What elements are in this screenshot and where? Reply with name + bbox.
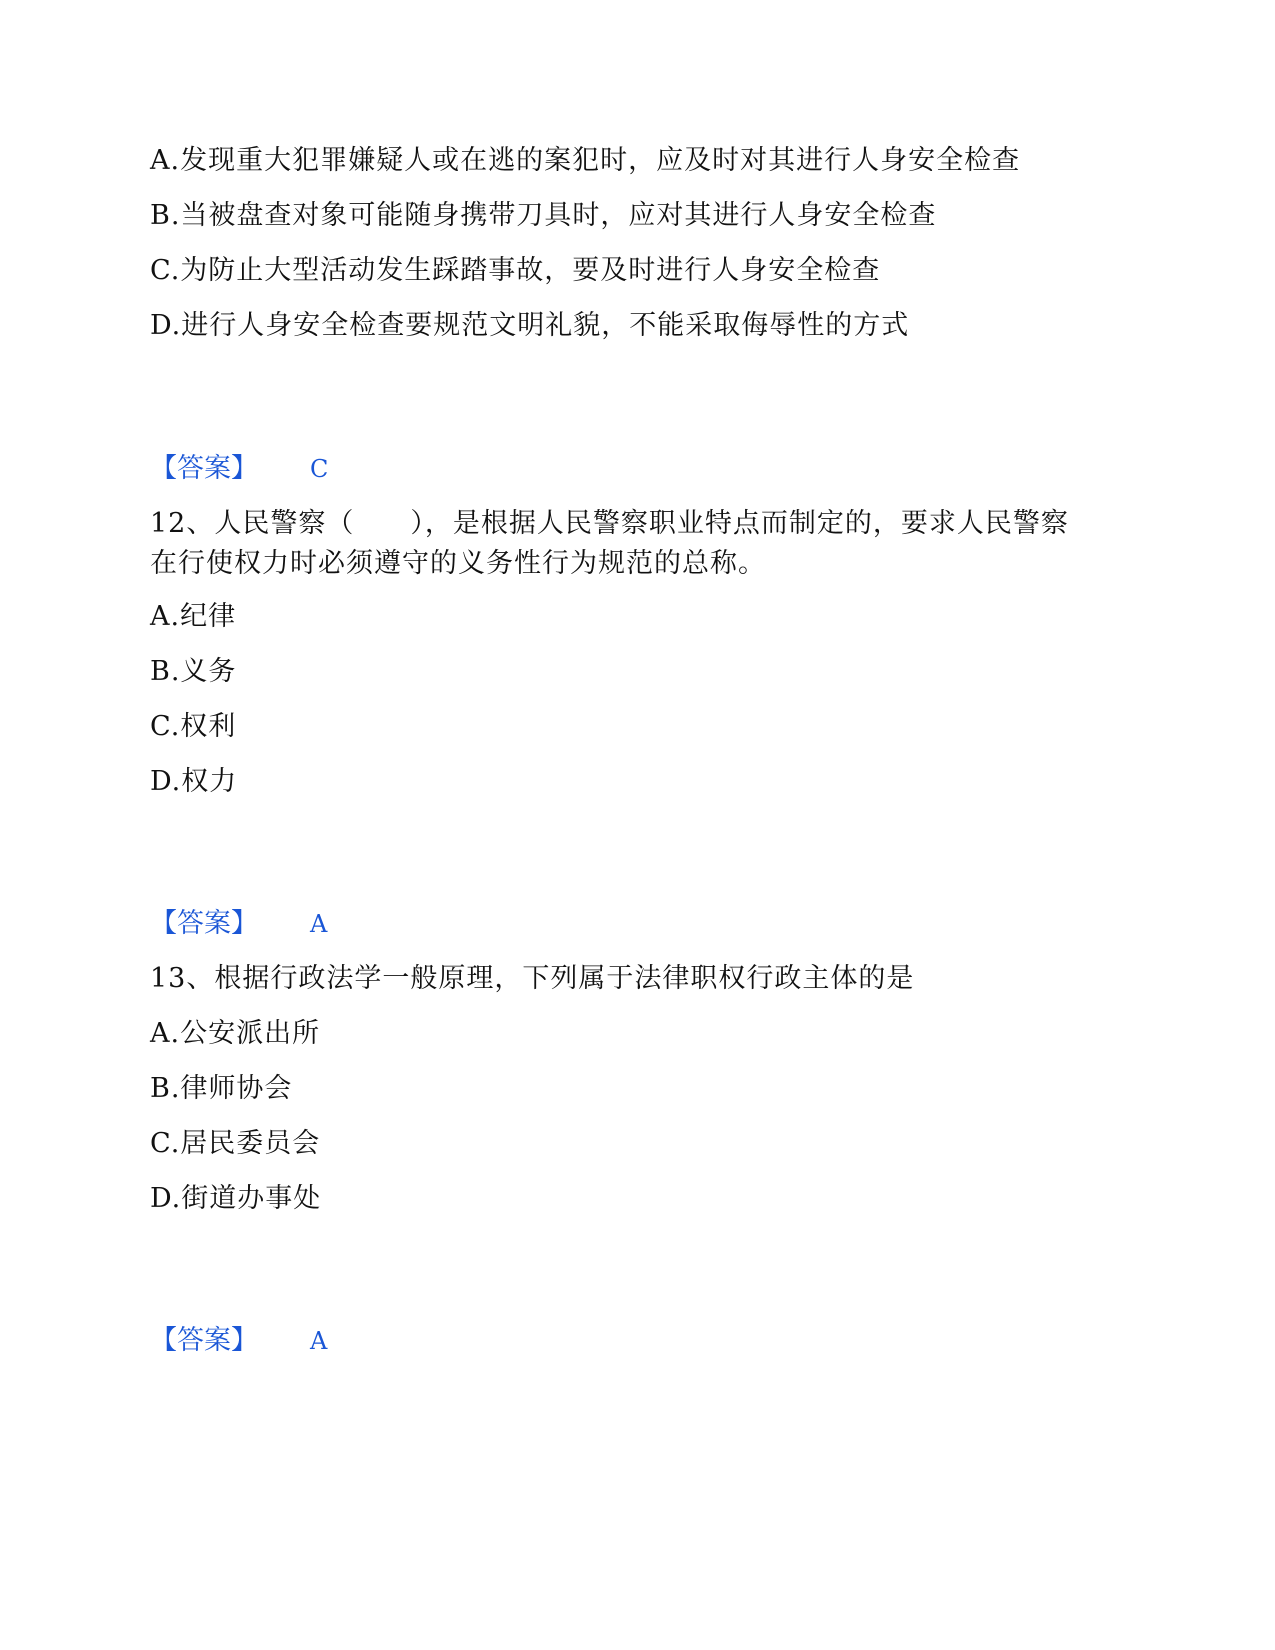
q12-option-c: C.权利	[150, 711, 237, 742]
q12-option-a: A.纪律	[150, 601, 237, 632]
q11-option-d: D.进行人身安全检查要规范文明礼貌，不能采取侮辱性的方式	[150, 310, 910, 341]
answer-label: 【答案】	[150, 453, 258, 484]
q12-stem-line2: 在行使权力时必须遵守的义务性行为规范的总称。	[150, 548, 766, 579]
q12-answer	[150, 908, 327, 940]
q12-option-b: B.义务	[150, 656, 237, 687]
q11-option-b: B.当被盘查对象可能随身携带刀具时，应对其进行人身安全检查	[150, 200, 937, 231]
q13-option-c: C.居民委员会	[150, 1128, 321, 1159]
q11-option-c: C.为防止大型活动发生踩踏事故，要及时进行人身安全检查	[150, 255, 881, 286]
answer-label: 【答案】	[150, 1325, 258, 1356]
answer-value: C	[310, 455, 329, 483]
q11-answer	[150, 453, 328, 485]
q13-stem: 13、根据行政法学一般原理，下列属于法律职权行政主体的是	[150, 963, 915, 994]
q13-option-a: A.公安派出所	[150, 1018, 321, 1049]
answer-value: A	[310, 1327, 328, 1355]
q11-option-a: A.发现重大犯罪嫌疑人或在逃的案犯时，应及时对其进行人身安全检查	[150, 145, 1021, 176]
q13-option-b: B.律师协会	[150, 1073, 293, 1104]
q13-answer	[150, 1325, 327, 1357]
q13-option-d: D.街道办事处	[150, 1183, 322, 1214]
answer-value: A	[310, 910, 328, 938]
q12-option-d: D.权力	[150, 766, 238, 797]
answer-label: 【答案】	[150, 908, 258, 939]
q12-stem-line1: 12、人民警察（ ），是根据人民警察职业特点而制定的，要求人民警察	[150, 508, 1069, 539]
